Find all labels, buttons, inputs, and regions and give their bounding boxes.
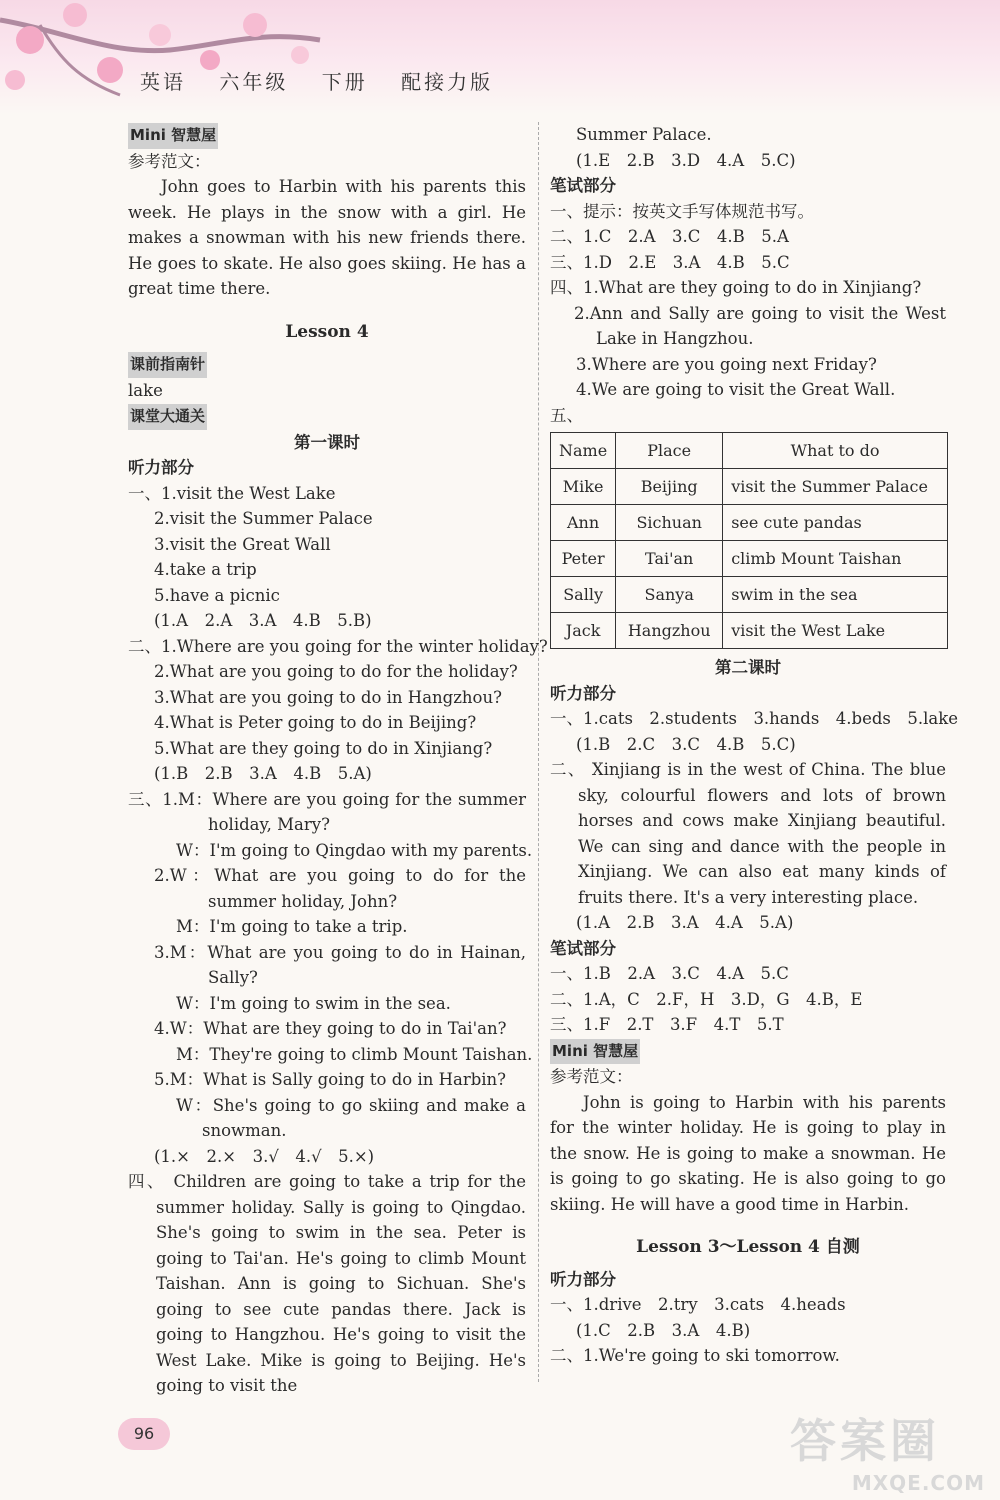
dialogue-line: 三、1.M：Where are you going for the summer holiday, Mary? [128, 789, 526, 834]
passage-text: 四、 Children are going to take a trip for the summer holiday. Sally is going to Qingdao. She's going to swim in the sea. Peter is going to Tai'an. He's going to climb Mount Taishan. Ann is going to Sichuan. She's going to see cute pandas there. Jack is going to Hangzhou. He's going to visit the West Lake. Mike is going to Beijing. He's going to visit the [128, 1172, 526, 1395]
mini-title: Mini 智慧屋 [550, 1039, 640, 1065]
table-cell: Sichuan [616, 505, 723, 541]
right-column [550, 122, 959, 1369]
passage-text: 二、 Xinjiang is in the west of China. The blue sky, colourful flowers and lots of brown horses and cows make Xinjiang beautiful. We can sing and dance with the people in Xinjiang. We can also eat many kinds of fruits there. It's a very interesting place. [550, 760, 946, 907]
class-title: 课堂大通关 [128, 404, 207, 430]
dialogue-line: M：I'm going to take a trip. [176, 917, 408, 936]
dialogue-line: 3.M：What are you going to do in Hainan, Sally? [154, 942, 526, 987]
sample-text: John goes to Harbin with his parents this week. He plays in the snow with a girl. He makes a snowman with his new friends there. He goes to skate. He also goes skiing. He has a great time there. [128, 177, 526, 298]
answer-key: (1.E 2.B 3.D 4.A 5.C) [576, 150, 796, 170]
written-item: 四、1.What are they going to do in Xinjiang? [550, 278, 922, 297]
table-cell: visit the West Lake [723, 613, 948, 649]
dialogue-line: W：She's going to go skiing and make a snowman. [176, 1095, 526, 1140]
table-row [551, 541, 948, 577]
column-divider [538, 122, 539, 1382]
dialogue-line: 2.W：What are you going to do for the summer holiday, John? [154, 866, 526, 911]
answer-key: (1.B 2.C 3.C 4.B 5.C) [576, 734, 796, 754]
table-cell: Mike [551, 469, 616, 505]
table-cell: see cute pandas [723, 505, 948, 541]
table-row [551, 469, 948, 505]
listening-heading: 听力部分 [550, 1269, 616, 1289]
written-item: 一、1.B 2.A 3.C 4.A 5.C [550, 964, 789, 983]
table-label: 五、 [550, 405, 583, 425]
table-cell: Sanya [616, 577, 723, 613]
list-item: 3.visit the Great Wall [154, 534, 331, 554]
written-item: 一、提示：按英文手写体规范书写。 [550, 201, 814, 221]
sample-label: 参考范文： [128, 151, 211, 171]
header-grade: 六年级 [219, 70, 289, 94]
table-cell: Ann [551, 505, 616, 541]
period-one-title: 第一课时 [294, 432, 360, 452]
table-row [551, 613, 948, 649]
answer-key: (1.A 2.A 3.A 4.B 5.B) [154, 611, 372, 630]
table-header: Place [616, 433, 723, 469]
written-heading: 笔试部分 [550, 176, 616, 195]
written-item: 二、1.A，C 2.F，H 3.D，G 4.B，E [550, 989, 863, 1009]
written-item: 二、1.C 2.A 3.C 4.B 5.A [550, 227, 789, 246]
dialogue-line: 5.M：What is Sally going to do in Harbin? [154, 1070, 507, 1089]
dialogue-line: W：I'm going to swim in the sea. [176, 993, 451, 1013]
list-item: 2.visit the Summer Palace [154, 509, 373, 528]
table-row [551, 577, 948, 613]
answer-key: (1.C 2.B 3.A 4.B) [576, 1320, 751, 1340]
answer-key: (1.A 2.B 3.A 4.A 5.A) [576, 913, 794, 932]
watermark-logo: 答案圈 [790, 1414, 940, 1468]
written-item: 3.Where are you going next Friday? [576, 354, 877, 374]
listening-heading: 听力部分 [128, 458, 194, 477]
written-item: 2.Ann and Sally are going to visit the West Lake in Hangzhou. [574, 303, 946, 348]
list-item: 一、1.visit the West Lake [128, 483, 336, 503]
table-cell: swim in the sea [723, 577, 948, 613]
table-cell: Hangzhou [616, 613, 723, 649]
header-edition: 配接力版 [401, 70, 494, 94]
list-item: 3.What are you going to do in Hangzhou? [154, 687, 502, 707]
header-decoration [0, 0, 1000, 115]
table-header-row [551, 433, 948, 469]
dialogue-line: W：I'm going to Qingdao with my parents. [176, 840, 533, 860]
table-cell: visit the Summer Palace [723, 469, 948, 505]
table-cell: Sally [551, 577, 616, 613]
watermark [790, 1405, 995, 1495]
listening-heading: 听力部分 [550, 683, 616, 703]
answer-key: (1.B 2.B 3.A 4.B 5.A) [154, 764, 372, 783]
trip-table [550, 432, 948, 649]
written-item: 三、1.F 2.T 3.F 4.T 5.T [550, 1015, 784, 1034]
dialogue-line: 4.W：What are they going to do in Tai'an? [154, 1019, 507, 1038]
page-number: 96 [118, 1418, 170, 1450]
list-item: 4.take a trip [154, 560, 257, 579]
table-cell: climb Mount Taishan [723, 541, 948, 577]
written-heading: 笔试部分 [550, 938, 616, 958]
list-item: 2.What are you going to do for the holiday? [154, 662, 518, 681]
mini-title: Mini 智慧屋 [128, 123, 218, 149]
header-term: 下册 [321, 70, 368, 94]
pre-class-title: 课前指南针 [128, 352, 207, 378]
table-cell: Jack [551, 613, 616, 649]
header-subject: 英语 [140, 70, 186, 94]
written-item: 4.We are going to visit the Great Wall. [576, 380, 896, 399]
watermark-url: MXQE.COM [851, 1471, 985, 1495]
lesson-title: Lesson 4 [285, 321, 369, 342]
sample-label: 参考范文： [550, 1067, 633, 1086]
table-cell: Tai'an [616, 541, 723, 577]
pre-class-word: lake [128, 380, 163, 400]
list-item: 5.have a picnic [154, 585, 280, 605]
table-header: Name [551, 433, 616, 469]
dialogue-line: M：They're going to climb Mount Taishan. [176, 1044, 533, 1064]
test-item: 一、1.drive 2.try 3.cats 4.heads [550, 1295, 846, 1314]
list-item: 5.What are they going to do in Xinjiang? [154, 738, 493, 758]
list-item: 4.What is Peter going to do in Beijing? [154, 713, 477, 732]
page-header [140, 66, 517, 95]
self-test-title: Lesson 3～Lesson 4 自测 [636, 1237, 860, 1257]
passage-continuation: Summer Palace. [576, 125, 712, 144]
period-two-title: 第二课时 [715, 658, 781, 677]
table-cell: Peter [551, 541, 616, 577]
table-header: What to do [723, 433, 948, 469]
test-item: 二、1.We're going to ski tomorrow. [550, 1346, 840, 1365]
left-column [128, 122, 548, 1399]
answer-key: (1.× 2.× 3.√ 4.√ 5.×) [154, 1146, 375, 1166]
list-item: 二、1.Where are you going for the winter holiday? [128, 636, 548, 656]
table-row [551, 505, 948, 541]
listening-item: 一、1.cats 2.students 3.hands 4.beds 5.lake [550, 709, 959, 728]
sample-text: John is going to Harbin with his parents for the winter holiday. He is going to play in the snow. He is going to make a snowman. He is going to go skating. He is also going to go skiing. He will have a good time in Harbin. [550, 1092, 946, 1214]
written-item: 三、1.D 2.E 3.A 4.B 5.C [550, 252, 790, 272]
table-cell: Beijing [616, 469, 723, 505]
